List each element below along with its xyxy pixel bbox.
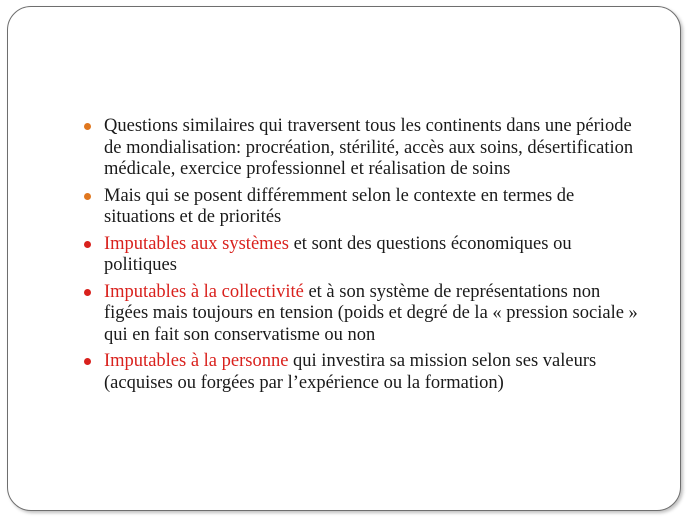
bullet-text: et sont des questions économiques ou politiques: [104, 233, 572, 275]
bullet-dot-icon: [84, 289, 91, 296]
bullet-item-collectivite: [82, 282, 642, 347]
slide-frame: [7, 6, 681, 511]
bullet-dot-icon: [84, 241, 91, 248]
bullet-item-systemes: [82, 234, 642, 277]
bullet-dot-icon: [84, 358, 91, 365]
bullet-highlight: Imputables à la collectivité: [104, 281, 304, 302]
bullet-item-contexte: [82, 186, 642, 229]
bullet-highlight: Imputables à la personne: [104, 351, 289, 371]
bullet-list: [82, 116, 642, 399]
bullet-text: Questions similaires qui traversent tous les continents dans une période de mondialisation: procréation, stérilité, accès aux soins, désertification médicale, exercice professionnel et réalisation de soins: [104, 116, 634, 179]
bullet-highlight: Imputables aux systèmes: [104, 233, 289, 254]
bullet-item-questions: [82, 116, 642, 181]
bullet-dot-icon: [84, 193, 91, 200]
bullet-text: qui investira sa mission selon ses valeurs (acquises ou forgées par l’expérience ou la formation): [104, 351, 597, 393]
bullet-dot-icon: [84, 123, 91, 130]
bullet-item-personne: [82, 351, 642, 394]
bullet-text: Mais qui se posent différemment selon le contexte en termes de situations et de priorités: [104, 185, 575, 227]
bullet-text: et à son système de représentations non figées mais toujours en tension (poids et degré de la « pression sociale » qui en fait son conservatisme ou non: [104, 281, 638, 345]
